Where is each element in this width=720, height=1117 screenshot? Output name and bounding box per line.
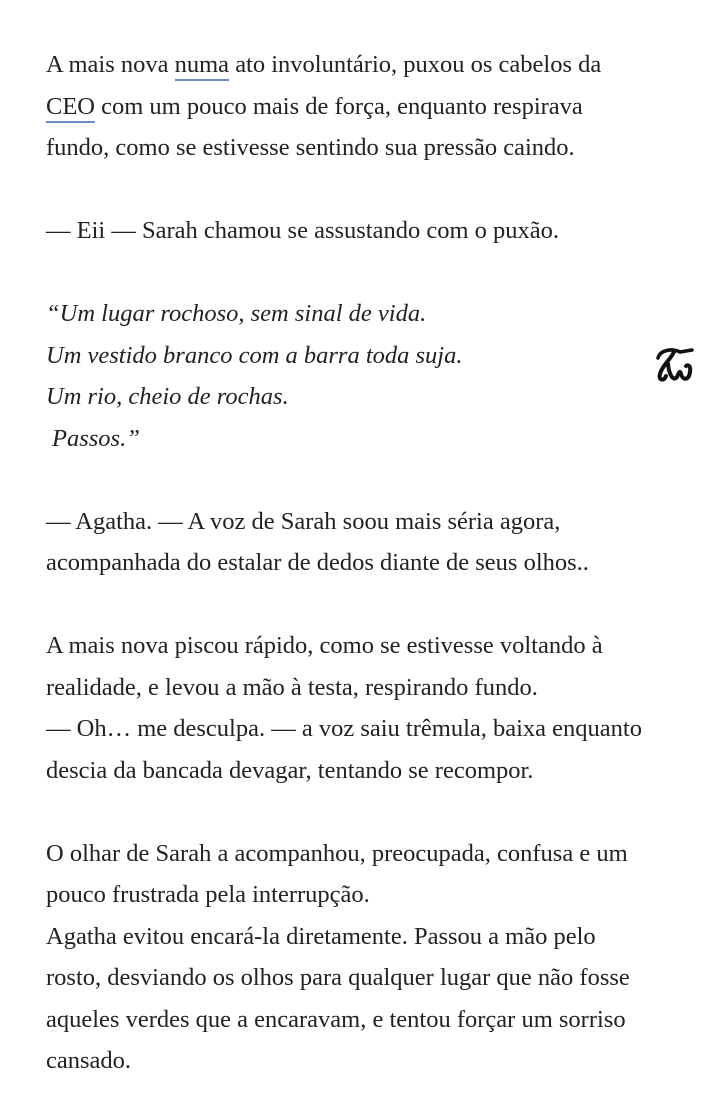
text-line: rosto, desviando os olhos para qualquer lugar que não fosse xyxy=(46,964,630,991)
paragraph-gap xyxy=(46,791,686,833)
paragraph-gap xyxy=(46,584,686,626)
paragraph-gap xyxy=(46,252,686,294)
vision-line: Um vestido branco com a barra toda suja. xyxy=(46,341,463,369)
dialogue-line: — Agatha. — A voz de Sarah soou mais séria agora, xyxy=(46,507,561,535)
text-line: fundo, como se estivesse sentindo sua pressão caindo. xyxy=(46,134,575,161)
text-segment: com um pouco mais de força, enquanto respirava xyxy=(95,92,583,120)
text-line: Agatha evitou encará-la diretamente. Passou a mão pelo xyxy=(46,922,596,950)
text-line: acompanhada do estalar de dedos diante de seus olhos.. xyxy=(46,549,589,576)
story-text xyxy=(46,44,686,1082)
paragraph-gap xyxy=(46,459,686,501)
dialogue-line: — Oh… me desculpa. — a voz saiu trêmula, baixa enquanto xyxy=(46,715,642,742)
twice-logo-glyph xyxy=(652,344,698,390)
paragraph-gap xyxy=(46,169,686,211)
text-line: cansado. xyxy=(46,1047,132,1074)
vision-line: “Um lugar rochoso, sem sinal de vida. xyxy=(46,300,427,327)
text-line: aqueles verdes que a encaravam, e tentou forçar um sorriso xyxy=(46,1005,626,1033)
text-segment: ato involuntário, puxou os cabelos da xyxy=(229,51,602,78)
text-line: pouco frustrada pela interrupção. xyxy=(46,881,370,908)
vision-line: Um rio, cheio de rochas. xyxy=(46,383,289,410)
text-line xyxy=(46,86,686,128)
inline-link-ceo[interactable]: CEO xyxy=(46,93,95,123)
text-line xyxy=(46,44,686,86)
vision-line: Passos.” xyxy=(52,424,140,452)
text-line: realidade, e levou a mão à testa, respirando fundo. xyxy=(46,673,538,701)
text-line: descia da bancada devagar, tentando se recompor. xyxy=(46,756,534,784)
inline-link-numa[interactable]: numa xyxy=(175,51,229,81)
twice-logo-icon xyxy=(652,344,698,390)
text-line: O olhar de Sarah a acompanhou, preocupada, confusa e um xyxy=(46,839,628,867)
dialogue-line: — Eii — Sarah chamou se assustando com o puxão. xyxy=(46,217,560,244)
text-segment: A mais nova xyxy=(46,51,175,78)
text-line: A mais nova piscou rápido, como se estivesse voltando à xyxy=(46,632,603,659)
